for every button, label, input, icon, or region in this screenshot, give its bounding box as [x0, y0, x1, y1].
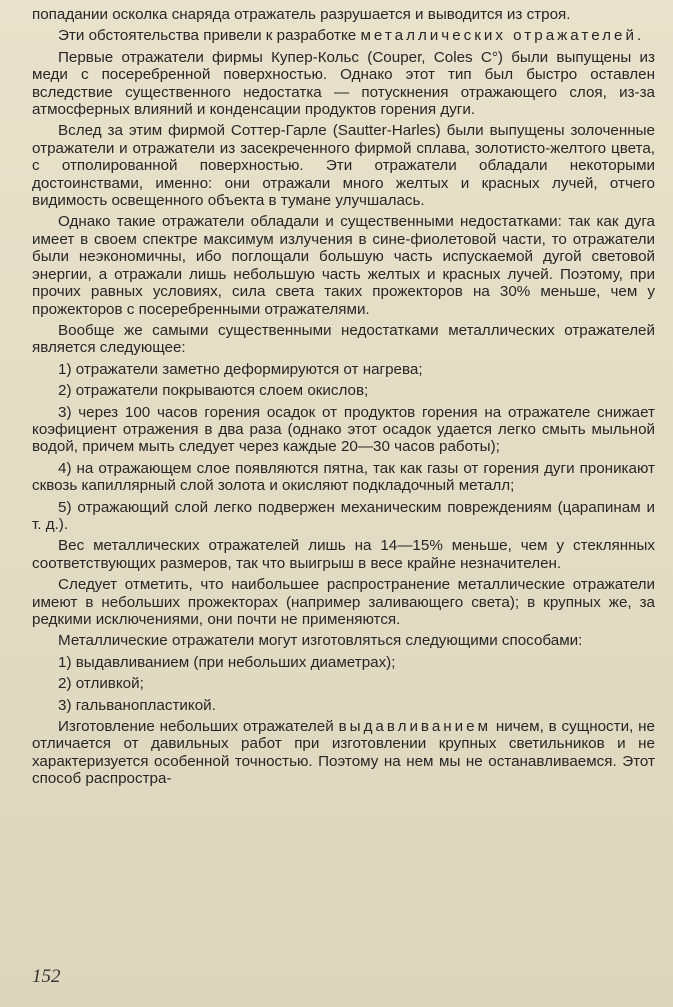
paragraph-text: Эти обстоятельства привели к разработке — [58, 27, 361, 45]
body-text — [32, 6, 655, 788]
paragraph: попадании осколка снаряда отражатель разрушается и выводится из строя. — [32, 6, 571, 23]
paragraph: Первые отражатели фирмы Купер-Кольс (Couper, Coles C°) были выпущены из меди с посеребренной поверхностью. Однако этот тип был быстро оставлен вследствие существенного недостатка — потускнения отражающего слоя, из-за атмосферных влияний и конденсации продуктов горения дуги. — [32, 48, 655, 119]
page-number: 152 — [32, 966, 61, 987]
paragraph: Вообще же самыми существенными недостатками металлических отражателей является следующее: — [32, 321, 655, 357]
list-item: 4) на отражающем слое появляются пятна, так как газы от горения дуги проникают сквозь капиллярный слой золота и окисляют подкладочный металл; — [32, 459, 655, 495]
paragraph: Вес металлических отражателей лишь на 14—15% меньше, чем у стеклянных соответствующих размеров, так что выигрыш в весе крайне незначителен. — [32, 537, 655, 572]
list-item: 3) через 100 часов горения осадок от продуктов горения на отражателе снижает коэфициент отражения в два раза (однако этот осадок удается легко смыть мыльной водой, причем мыть следует через каждые 20—30 часов работы); — [32, 403, 655, 456]
paragraph — [32, 27, 655, 44]
paragraph: Следует отметить, что наибольшее распространение металлические отражатели имеют в небольших прожекторах (например заливающего света); в крупных же, за редкими исключениями, они почти не применяются. — [32, 576, 655, 628]
paragraph — [32, 718, 655, 788]
spaced-emphasis: металлических отражателей. — [360, 27, 645, 45]
list-item: 1) выдавливанием (при небольших диаметрах); — [58, 653, 396, 671]
list-item: 2) отливкой; — [58, 675, 144, 693]
list-item: 2) отражатели покрываются слоем окислов; — [58, 382, 369, 400]
list-item: 5) отражающий слой легко подвержен механическим повреждениям (царапинам и т. д.). — [32, 498, 655, 533]
list-item: 1) отражатели заметно деформируются от нагрева; — [58, 360, 423, 378]
spaced-emphasis: выдавливанием — [338, 718, 492, 736]
paragraph-text: ничем, в сущности, не отличается от давильных работ при изготовлении крупных светильников и не характеризуется особенной точностью. Поэтому на нем мы не останавливаемся. Этот способ распростра- — [32, 718, 655, 788]
paragraph: Вслед за этим фирмой Соттер-Гарле (Sautter-Harles) были выпущены золоченные отражатели и отражатели из засекреченного фирмой сплава, золотисто-желтого цвета, с отполированной поверхностью. Эти отражатели обладали некоторыми достоинствами, именно: они отражали много желтых и красных лучей, отчего видимость освещенного объекта в тумане улучшалась. — [32, 122, 655, 210]
paragraph-text: Изготовление небольших отражателей — [58, 718, 339, 736]
paragraph: Однако такие отражатели обладали и существенными недостатками: так как дуга имеет в своем спектре максимум излучения в сине-фиолетовой части, то отражатели были неэкономичны, ибо поглощали большую часть испускаемой дугой световой энергии, а отражали лишь небольшую часть желтых и красных лучей. Поэтому, при прочих равных условиях, сила света таких прожекторов на 30% меньше, чем у прожекторов с посеребренными отражателями. — [32, 213, 655, 318]
list-item: 3) гальванопластикой. — [58, 696, 216, 714]
paragraph: Металлические отражатели могут изготовляться следующими способами: — [58, 632, 583, 650]
